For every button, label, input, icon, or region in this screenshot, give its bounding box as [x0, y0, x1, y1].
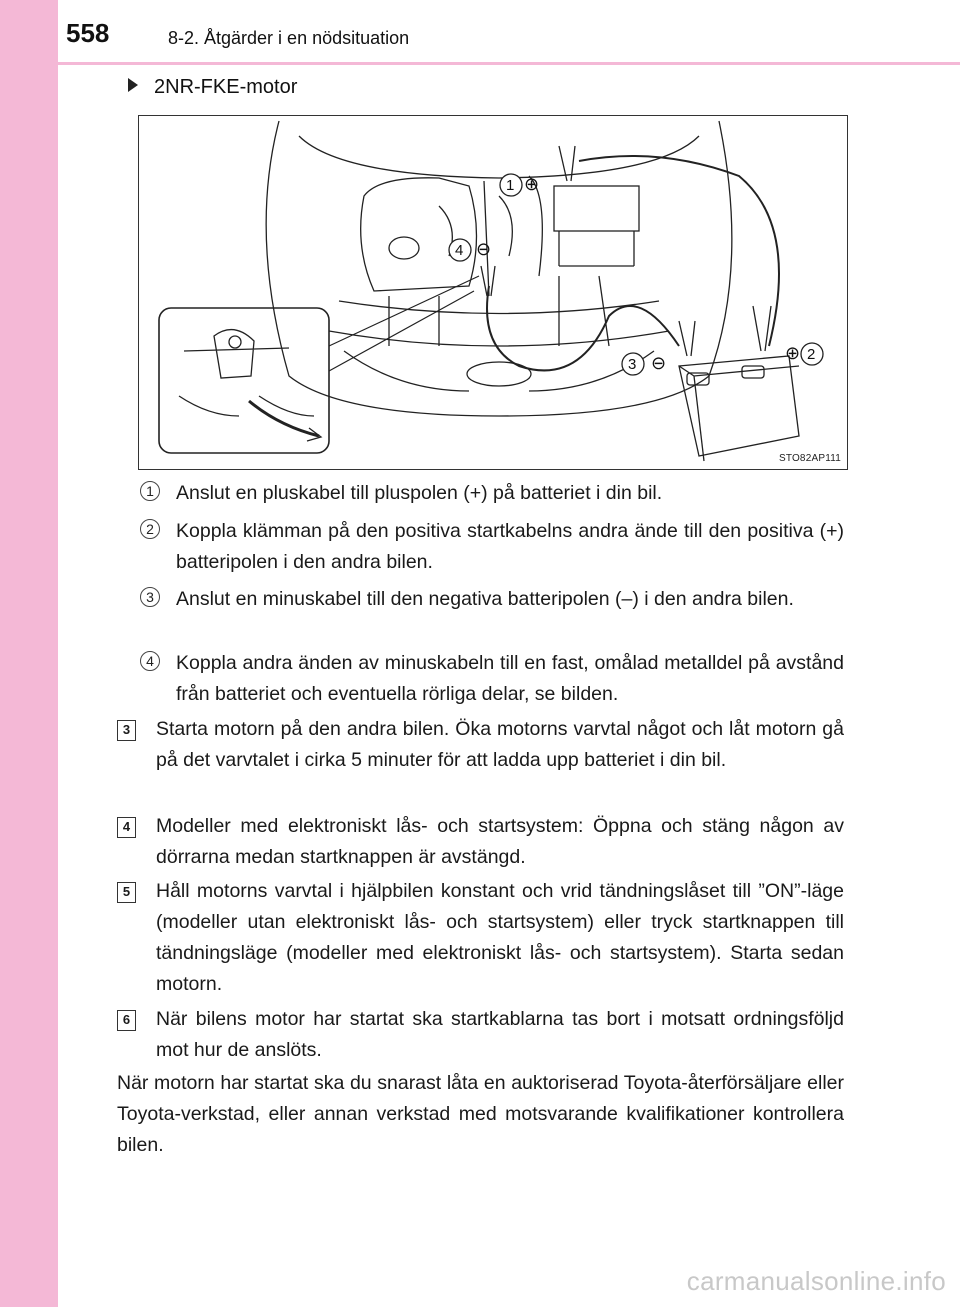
callout-1-label: 1 — [506, 177, 515, 194]
sub-step-4 — [140, 648, 844, 710]
step-number: 4 — [117, 817, 136, 838]
header-rule — [58, 62, 960, 65]
sub-step-text: Koppla klämman på den positiva startkabelns andra ände till den positiva (+) batteripolen i den andra bilen. — [176, 520, 844, 573]
engine-heading — [128, 76, 297, 99]
section-title: 8-2. Åtgärder i en nödsituation — [168, 28, 410, 48]
svg-text:⊖: ⊖ — [476, 239, 492, 259]
closing-paragraph: När motorn har startat ska du snarast låta en auktoriserad Toyota-återförsäljare eller Toyota-verkstad, eller annan verkstad med motsvarande kvalifikationer kontrollera bilen. — [117, 1072, 844, 1156]
step-text: Starta motorn på den andra bilen. Öka motorns varvtal något och låt motorn gå på det varvtalet i cirka 5 minuter för att ladda upp batteriet i din bil. — [156, 718, 844, 771]
step-3 — [117, 714, 844, 776]
sub-step-text: Koppla andra änden av minuskabeln till en fast, omålad metalldel på avstånd från batteriet och eventuella rörliga delar, se bilden. — [176, 652, 844, 705]
sub-step-1 — [140, 478, 844, 509]
engine-bay-drawing — [139, 116, 849, 471]
sub-step-number: 1 — [140, 481, 160, 501]
svg-text:⊕: ⊕ — [524, 174, 540, 194]
chapter-sidebar — [0, 0, 58, 1307]
step-text: När bilens motor har startat ska startkablarna tas bort i motsatt ordningsföljd mot hur de anslöts. — [156, 1008, 844, 1061]
step-text: Håll motorns varvtal i hjälpbilen konstant och vrid tändningslåset till ”ON”-läge (modeller utan elektroniskt lås- och startsystem) eller tryck startknappen till tändningsläge (modeller med elektroniskt lås- och startsystem). Starta sedan motorn. — [156, 880, 844, 995]
figure-code: STO82AP111 — [778, 453, 841, 464]
sub-step-text: Anslut en minuskabel till den negativa batteripolen (–) i den andra bilen. — [176, 588, 794, 610]
step-number: 5 — [117, 882, 136, 903]
step-number: 6 — [117, 1010, 136, 1031]
svg-text:⊕: ⊕ — [785, 343, 801, 363]
engine-heading-text: 2NR-FKE-motor — [154, 76, 298, 98]
step-text: Modeller med elektroniskt lås- och startsystem: Öppna och stäng någon av dörrarna medan startknappen är avstängd. — [156, 815, 844, 868]
callout-3-label: 3 — [628, 356, 637, 373]
step-4 — [117, 811, 844, 873]
watermark: carmanualsonline.info — [686, 1266, 946, 1296]
sub-step-3 — [140, 584, 844, 615]
sub-step-number: 3 — [140, 587, 160, 607]
sub-step-number: 2 — [140, 519, 160, 539]
page-number: 558 — [66, 18, 110, 48]
sub-step-number: 4 — [140, 651, 160, 671]
jump-start-illustration — [138, 115, 848, 470]
step-number: 3 — [117, 720, 136, 741]
sub-step-2 — [140, 516, 844, 578]
svg-text:⊖: ⊖ — [651, 353, 667, 373]
sub-step-text: Anslut en pluskabel till pluspolen (+) på batteriet i din bil. — [176, 482, 663, 504]
callout-4-label: 4 — [455, 242, 464, 259]
step-5 — [117, 876, 844, 1000]
step-6 — [117, 1004, 844, 1066]
callout-2-label: 2 — [807, 346, 816, 363]
triangle-bullet-icon — [128, 78, 138, 92]
